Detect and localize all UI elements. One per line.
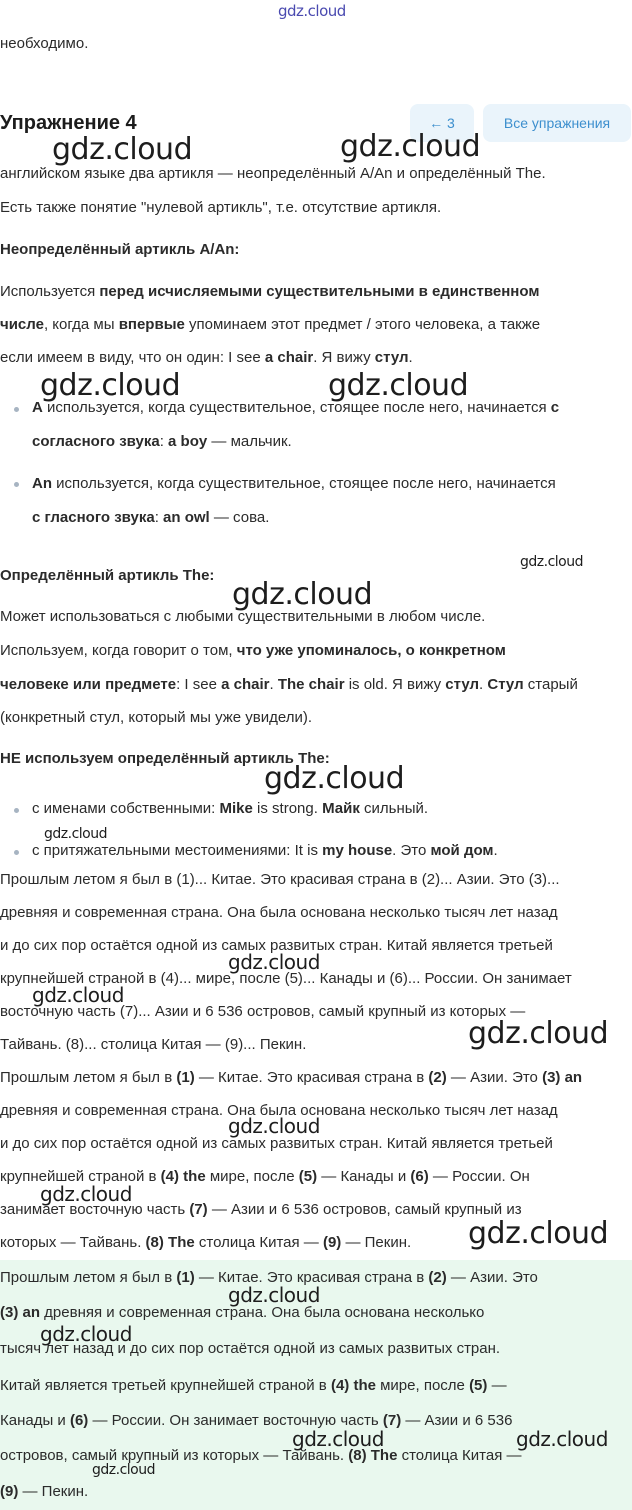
all-exercises-button[interactable]: Все упражнения [483, 104, 631, 142]
theory-text: числе, когда мы впервые упоминаем этот предмет / этого человека, а также [0, 316, 541, 333]
task-text: Прошлым летом я был в (1)... Китае. Это красивая страна в (2)... Азии. Это (3)... [0, 871, 560, 888]
answer-text: Прошлым летом я был в (1) — Китае. Это красивая страна в (2) — Азии. Это (3) an [0, 1069, 583, 1086]
answer-box-text: островов, самый крупный из которых — Тайвань. (8) The столица Китая — [0, 1447, 522, 1464]
theory-text: Используем, когда говорит о том, что уже упоминалось, о конкретном [0, 642, 506, 659]
watermark: gdz.cloud [228, 1283, 320, 1307]
watermark: gdz.cloud [232, 577, 373, 612]
section-heading: Неопределённый артикль A/An: [0, 241, 240, 258]
watermark: gdz.cloud [468, 1216, 609, 1251]
theory-text: человеке или предмете: I see a chair. The chair is old. Я вижу стул. Стул старый [0, 676, 578, 693]
answer-text: которых — Тайвань. (8) The столица Китая — (9) — Пекин. [0, 1234, 412, 1251]
prev-exercise-button[interactable]: ← 3 [410, 104, 474, 142]
watermark: gdz.cloud [328, 368, 469, 403]
theory-text: английском языке два артикля — неопределённый A/An и определённый The. [0, 165, 546, 182]
watermark: gdz.cloud [52, 132, 193, 167]
list-item: A используется, когда существительное, стоящее после него, начинается с [32, 399, 560, 416]
watermark: gdz.cloud [520, 554, 583, 570]
theory-text: если имеем в виду, что он один: I see a chair. Я вижу стул. [0, 349, 413, 366]
watermark: gdz.cloud [516, 1427, 608, 1451]
watermark: gdz.cloud [40, 1182, 132, 1206]
answer-text: занимает восточную часть (7) — Азии и 6 536 островов, самый крупный из [0, 1201, 522, 1218]
page-title: Упражнение 4 [0, 112, 137, 134]
bullet-dot [14, 482, 19, 487]
task-text: Тайвань. (8)... столица Китая — (9)... Пекин. [0, 1036, 307, 1053]
answer-box-text: Канады и (6) — России. Он занимает восточную часть (7) — Азии и 6 536 [0, 1412, 513, 1429]
watermark: gdz.cloud [340, 129, 481, 164]
task-text: восточную часть (7)... Азии и 6 536 островов, самый крупный из которых — [0, 1003, 526, 1020]
list-item: с именами собственными: Mike is strong. Майк сильный. [32, 800, 429, 817]
theory-text: Используется перед исчисляемыми существительными в единственном [0, 283, 540, 300]
theory-text: Есть также понятие "нулевой артикль", т.е. отсутствие артикля. [0, 199, 442, 216]
watermark: gdz.cloud [468, 1016, 609, 1051]
list-item: согласного звука: a boy — мальчик. [32, 433, 292, 450]
intro-text: необходимо. [0, 35, 89, 52]
bullet-dot [14, 808, 19, 813]
watermark: gdz.cloud [228, 950, 320, 974]
watermark: gdz.cloud [92, 1462, 155, 1478]
task-text: и до сих пор остаётся одной из самых развитых стран. Китай является третьей [0, 937, 553, 954]
answer-box-text: (9) — Пекин. [0, 1483, 89, 1500]
watermark: gdz.cloud [40, 1322, 132, 1346]
list-item: с гласного звука: an owl — сова. [32, 509, 270, 526]
answer-box-text: (3) an древняя и современная страна. Она была основана несколько [0, 1304, 485, 1321]
list-item: An используется, когда существительное, стоящее после него, начинается [32, 475, 556, 492]
theory-text: (конкретный стул, который мы уже увидели). [0, 709, 313, 726]
answer-box-text: Прошлым летом я был в (1) — Китае. Это красивая страна в (2) — Азии. Это [0, 1269, 538, 1286]
watermark: gdz.cloud [228, 1114, 320, 1138]
answer-text: и до сих пор остаётся одной из самых развитых стран. Китай является третьей [0, 1135, 553, 1152]
answer-box-text: тысяч лет назад и до сих пор остаётся одной из самых развитых стран. [0, 1340, 501, 1357]
task-text: крупнейшей страной в (4)... мире, после (5)... Канады и (6)... России. Он занимает [0, 970, 572, 987]
list-item: с притяжательными местоимениями: It is my house. Это мой дом. [32, 842, 498, 859]
bullet-dot [14, 407, 19, 412]
watermark: gdz.cloud [44, 826, 107, 842]
answer-box-text: Китай является третьей крупнейшей страной в (4) the мире, после (5) — [0, 1377, 507, 1394]
answer-text: крупнейшей страной в (4) the мире, после (5) — Канады и (6) — России. Он [0, 1168, 530, 1185]
section-heading: Определённый артикль The: [0, 567, 215, 584]
watermark: gdz.cloud [32, 983, 124, 1007]
watermark: gdz.cloud [292, 1427, 384, 1451]
watermark: gdz.cloud [40, 368, 181, 403]
answer-text: древняя и современная страна. Она была основана несколько тысяч лет назад [0, 1102, 558, 1119]
watermark: gdz.cloud [278, 2, 346, 20]
theory-text: Может использоваться с любыми существительными в любом числе. [0, 608, 486, 625]
section-heading: НЕ используем определённый артикль The: [0, 750, 330, 767]
bullet-dot [14, 850, 19, 855]
task-text: древняя и современная страна. Она была основана несколько тысяч лет назад [0, 904, 558, 921]
watermark: gdz.cloud [264, 761, 405, 796]
